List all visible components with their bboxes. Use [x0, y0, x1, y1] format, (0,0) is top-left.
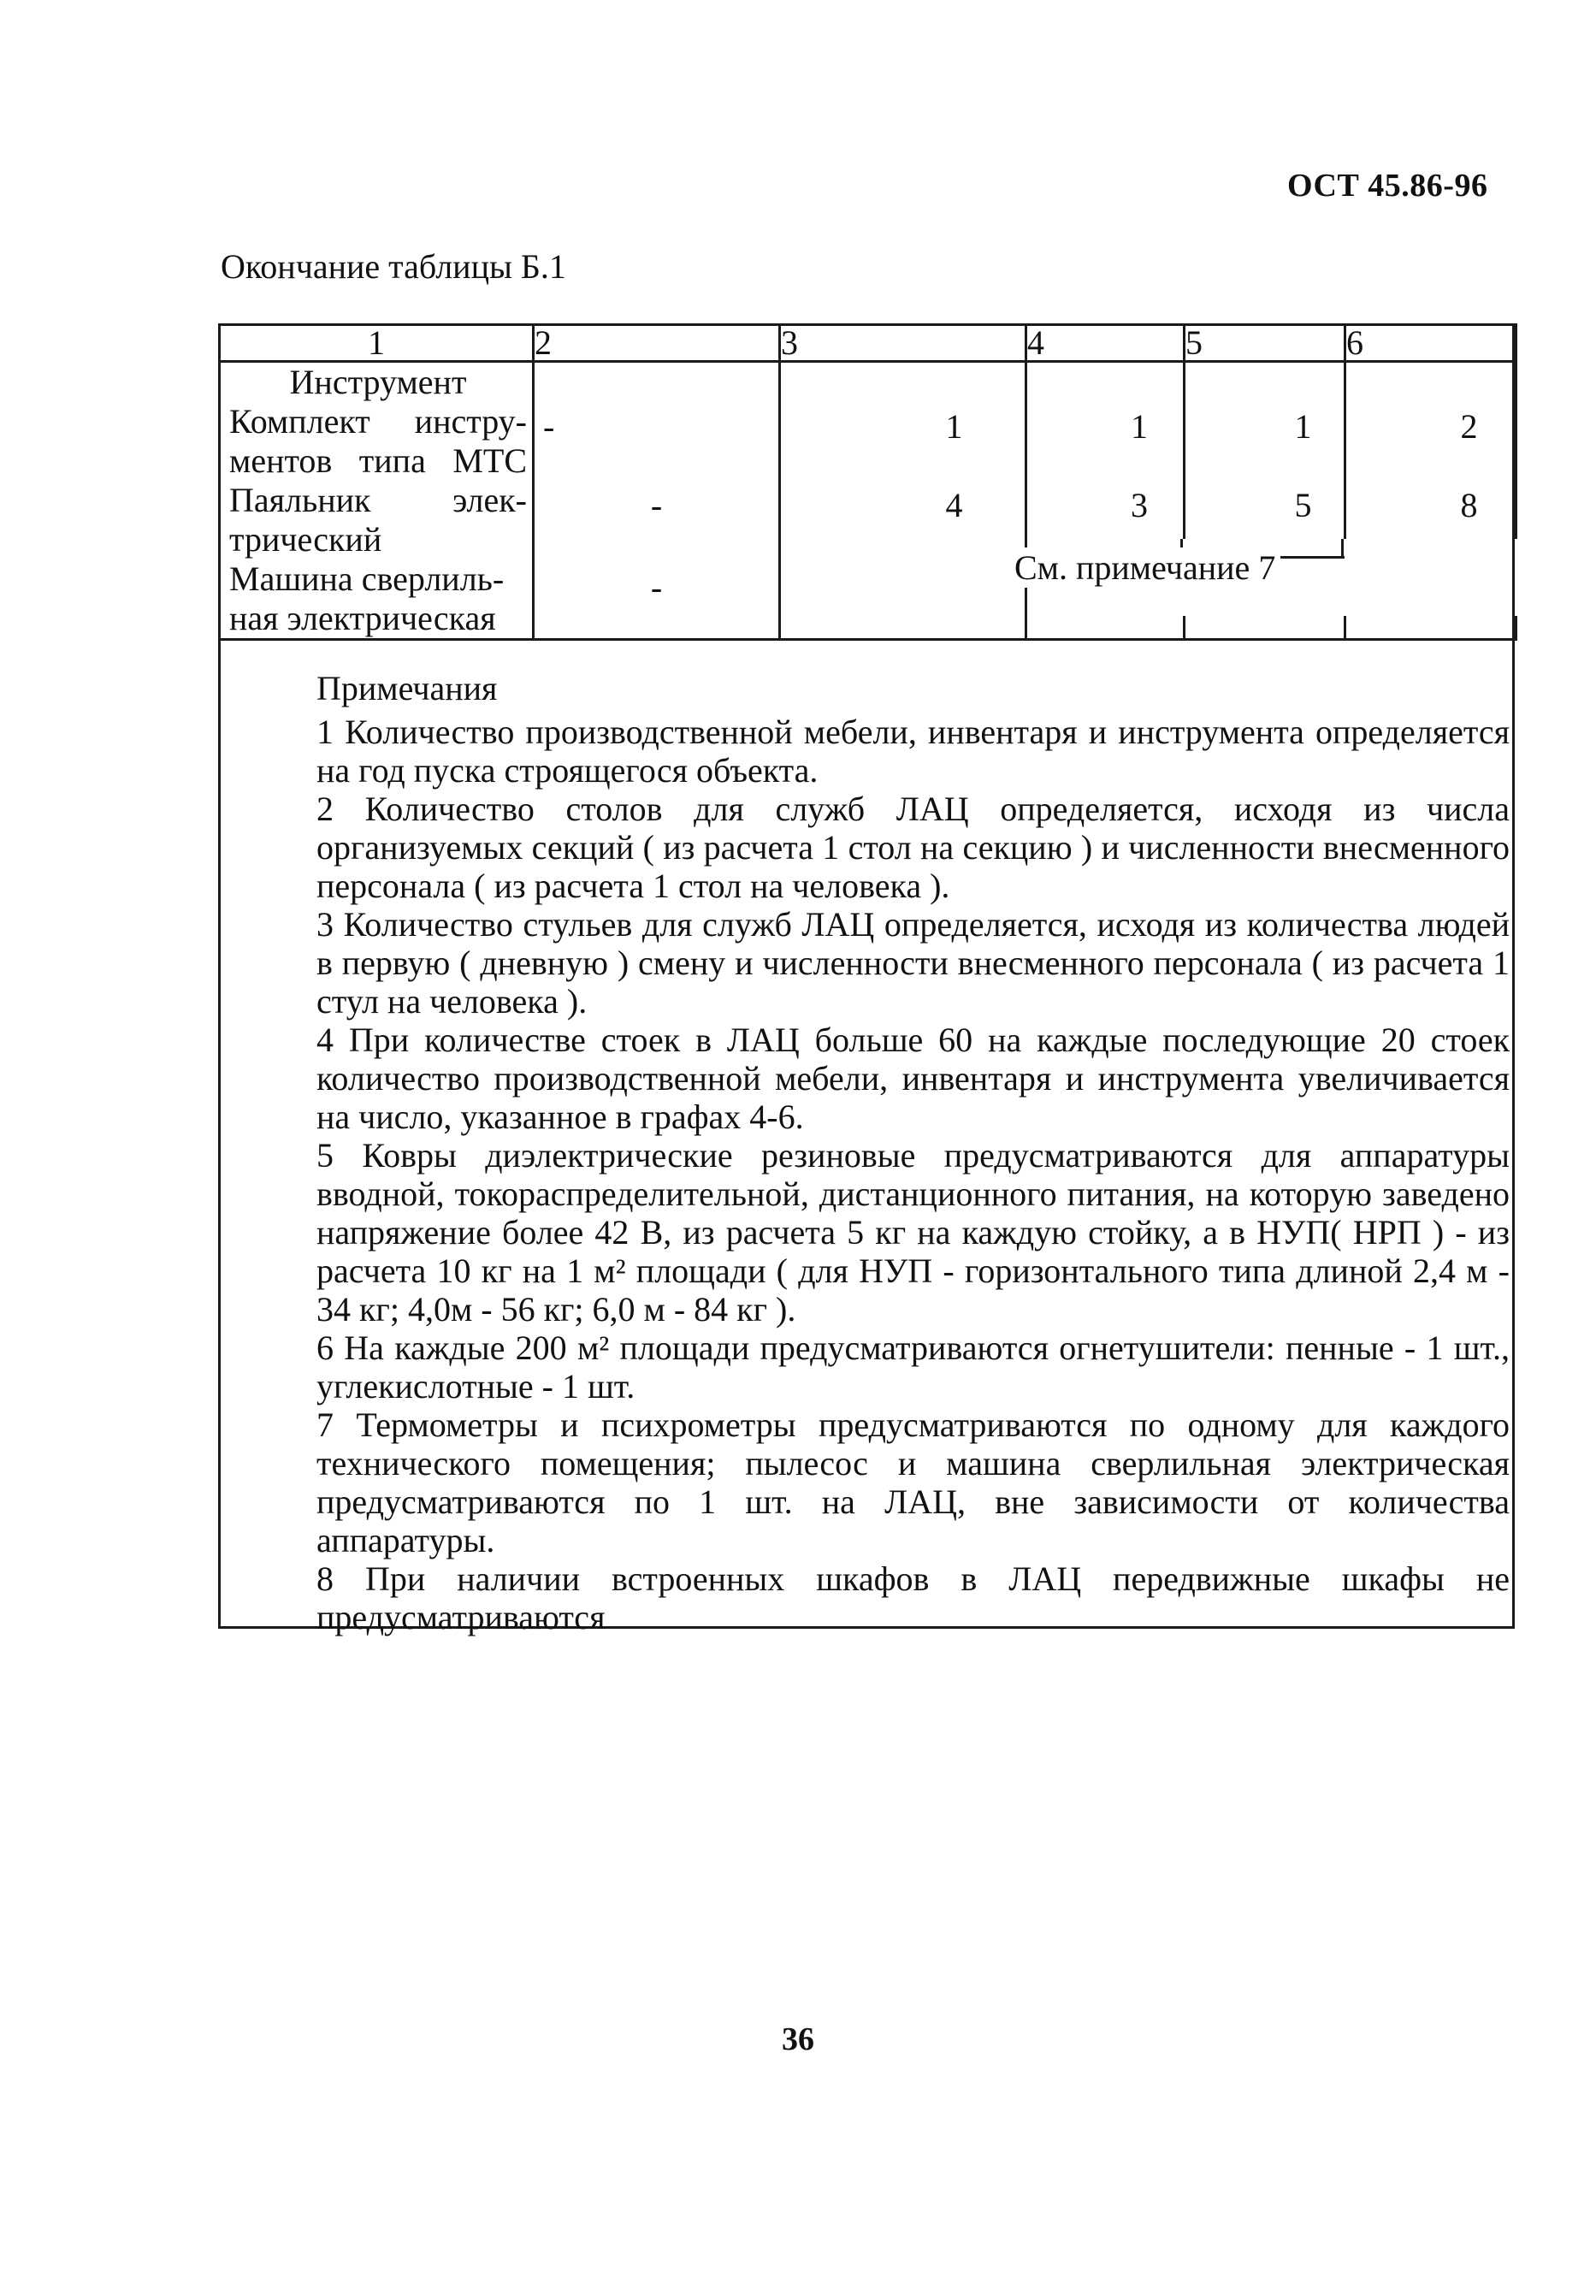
note-item: 4 При количестве стоек в ЛАЦ больше 60 на каждые последующие 20 стоек количество производственной мебели, инвентаря и инструмента увеличивается на число, указанное в графах 4-6.	[316, 1021, 1510, 1136]
value: 5	[1294, 486, 1312, 524]
column-number: 3	[780, 325, 1026, 362]
column-number-row	[220, 325, 1516, 362]
item-name: Паяльник элек-трический	[229, 481, 527, 559]
value: -	[543, 407, 555, 446]
document-code: ОСТ 45.86-96	[1287, 168, 1488, 204]
notes-section	[316, 669, 1510, 1636]
value: 2	[1460, 407, 1478, 446]
page-number: 36	[782, 2021, 814, 2057]
value: 3	[1131, 486, 1148, 524]
note-item: 7 Термометры и психрометры предусматриваются по одному для каждого технического помещения; пылесос и машина сверлильная электрическая предусматриваются по 1 шт. на ЛАЦ, вне зависимости от количества аппаратуры.	[316, 1405, 1510, 1559]
column-number: 1	[220, 325, 534, 362]
value: 1	[1294, 407, 1312, 446]
note-item: 2 Количество столов для служб ЛАЦ определяется, исходя из числа организуемых секций ( из расчета 1 стол на секцию ) и численности внесменного персонала ( из расчета 1 стол на человека ).	[316, 790, 1510, 905]
item-names-cell	[220, 362, 534, 640]
value: 4	[945, 486, 963, 524]
see-note-text: См. примечание 7	[1009, 547, 1280, 588]
item-name: Машина сверлиль-ная электрическая	[229, 559, 505, 637]
row-divider	[1341, 539, 1344, 558]
col3-cell	[780, 362, 1026, 640]
value: -	[650, 486, 663, 524]
note-item: 1 Количество производственной мебели, инвентаря и инструмента определяется на год пуска строящегося объекта.	[316, 713, 1510, 790]
note-item: 3 Количество стульев для служб ЛАЦ определяется, исходя из количества людей в первую ( дневную ) смену и численности внесменного персонала ( из расчета 1 стул на человека ).	[316, 905, 1510, 1021]
note-item: 5 Ковры диэлектрические резиновые предусматриваются для аппаратуры вводной, токораспределительной, дистанционного питания, на которую заведено напряжение более 42 В, из расчета 5 кг на каждую стойку, а в НУП( НРП ) - из расчета 10 кг на 1 м² площади ( для НУП - горизонтального типа длиной 2,4 м - 34 кг; 4,0м - 56 кг; 6,0 м - 84 кг ).	[316, 1136, 1510, 1328]
column-number: 5	[1185, 325, 1345, 362]
value: 8	[1460, 486, 1478, 524]
table-caption: Окончание таблицы Б.1	[221, 247, 566, 286]
note-item: 8 При наличии встроенных шкафов в ЛАЦ передвижные шкафы не предусматриваются	[316, 1559, 1510, 1636]
column-number: 4	[1026, 325, 1185, 362]
value: 1	[945, 407, 963, 446]
col2-cell	[534, 362, 780, 640]
item-name: Комплект инстру-ментов типа МТС	[229, 402, 527, 480]
table-border	[1512, 539, 1515, 624]
value: -	[650, 568, 663, 607]
notes-title: Примечания	[316, 669, 498, 707]
column-number: 6	[1345, 325, 1516, 362]
note-item: 6 На каждые 200 м² площади предусматриваются огнетушители: пенные - 1 шт., углекислотные - 1 шт.	[316, 1328, 1510, 1405]
column-number: 2	[534, 325, 780, 362]
section-title: Инструмент	[289, 363, 467, 401]
value: 1	[1131, 407, 1148, 446]
